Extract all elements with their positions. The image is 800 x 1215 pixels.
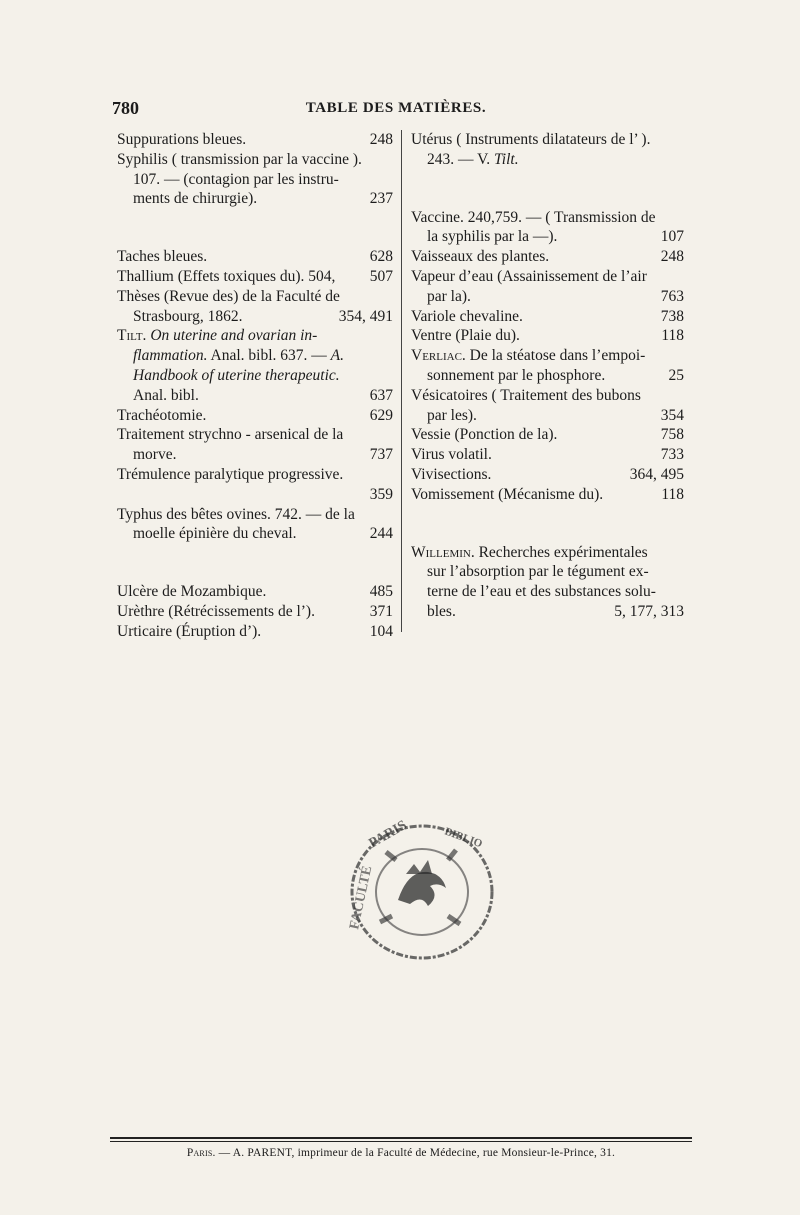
entry-pages: 248	[369, 131, 393, 148]
entry-text: Syphilis ( transmission par la vaccine ).	[117, 150, 362, 168]
entry-pages: 507	[369, 267, 393, 285]
index-entry	[411, 543, 684, 622]
entry-text: Variole chevaline.	[411, 307, 523, 325]
index-entry	[117, 267, 393, 287]
entry-pages: 738	[660, 307, 684, 325]
index-entry	[117, 326, 393, 405]
library-stamp	[336, 812, 506, 970]
entry-pages: 244	[369, 525, 393, 543]
svg-text:BIBLIO: BIBLIO	[442, 825, 484, 851]
entry-pages: 107	[660, 228, 684, 246]
entry-pages: 628	[369, 248, 393, 266]
entry-pages: 354, 491	[338, 307, 393, 325]
entry-title: On uterine and ovarian in-	[150, 327, 318, 345]
svg-text:PARIS: PARIS	[366, 817, 410, 852]
index-entry	[411, 465, 684, 485]
page-header	[112, 98, 680, 124]
index-entry	[411, 307, 684, 327]
entry-pages: 104	[369, 622, 393, 640]
index-entry	[117, 287, 393, 327]
index-entry	[411, 130, 684, 170]
entry-pages: 737	[369, 446, 393, 464]
index-spacer	[117, 544, 393, 582]
entry-text: Ulcère de Mozambique.	[117, 583, 267, 601]
entry-text: Vivisections.	[411, 465, 492, 483]
entry-text: morve.	[133, 446, 177, 464]
entry-text: Anal. bibl.	[133, 386, 199, 404]
entry-text: sur l’absorption par le tégument ex-	[427, 563, 649, 581]
entry-pages: 118	[661, 485, 684, 503]
entry-pages: 629	[369, 406, 393, 424]
index-spacer	[411, 505, 684, 543]
entry-text: moelle épinière du cheval.	[133, 525, 297, 543]
entry-text: Vaccine. 240,759. — ( Transmission de	[411, 208, 656, 226]
entry-pages: 364, 495	[629, 465, 684, 483]
entry-text: par la).	[427, 287, 471, 305]
footer-rule-thick	[110, 1137, 692, 1139]
imprint-text: — A. PARENT, imprimeur de la Faculté de Médecine, rue Monsieur-le-Prince, 31.	[215, 1147, 616, 1159]
entry-text: 243. — V.	[427, 150, 495, 168]
index-entry	[117, 505, 393, 545]
entry-text: Urticaire (Éruption d’).	[117, 622, 262, 640]
index-entry	[117, 465, 393, 505]
column-divider	[401, 130, 402, 632]
index-entry	[117, 150, 393, 209]
entry-author: Willemin.	[411, 543, 475, 561]
entry-pages: 237	[369, 190, 393, 208]
entry-pages: 354	[660, 406, 684, 424]
index-entry	[411, 267, 684, 307]
entry-text: Trachéotomie.	[117, 406, 207, 424]
entry-text: De la stéatose dans l’empoi-	[465, 347, 646, 365]
index-entry	[411, 208, 684, 248]
index-entry	[411, 485, 684, 505]
index-column-right	[411, 130, 684, 622]
entry-text: ments de chirurgie).	[133, 190, 258, 208]
entry-pages: 359	[369, 485, 393, 503]
entry-text: par les).	[427, 406, 477, 424]
entry-text: sonnement par le phosphore.	[427, 366, 606, 384]
index-entry	[411, 326, 684, 346]
entry-crossref: Tilt.	[494, 150, 519, 168]
entry-pages: 25	[668, 366, 684, 384]
svg-text:FACULTÉ: FACULTÉ	[347, 864, 376, 931]
entry-text: Strasbourg, 1862.	[133, 307, 243, 325]
index-entry	[411, 346, 684, 386]
entry-pages: 371	[369, 602, 393, 620]
entry-pages: 5, 177, 313	[614, 602, 684, 620]
index-entry	[411, 445, 684, 465]
imprint-city: Paris.	[186, 1147, 216, 1159]
entry-pages: 637	[369, 386, 393, 404]
entry-text: Taches bleues.	[117, 248, 208, 266]
page-number: 780	[112, 98, 139, 118]
entry-text: 107. — (contagion par les instru-	[133, 170, 339, 188]
index-entry	[411, 247, 684, 267]
index-entry	[117, 602, 393, 622]
entry-text: Recherches expérimentales	[474, 543, 648, 561]
entry-author: Verliac.	[411, 347, 466, 365]
entry-text: Suppurations bleues.	[117, 131, 247, 148]
entry-text: Vomissement (Mécanisme du).	[411, 485, 604, 503]
index-spacer	[117, 209, 393, 247]
index-column-left	[117, 130, 393, 642]
entry-text: la syphilis par la —).	[427, 228, 558, 246]
entry-pages: 118	[661, 327, 684, 345]
entry-text: Ventre (Plaie du).	[411, 327, 520, 345]
entry-text: Anal. bibl. 637. —	[207, 347, 331, 365]
entry-text: Virus volatil.	[411, 446, 492, 464]
entry-text: Vapeur d’eau (Assainissement de l’air	[411, 267, 647, 285]
printer-imprint	[110, 1147, 692, 1159]
entry-text: Vésicatoires ( Traitement des bubons	[411, 386, 641, 404]
entry-text: terne de l’eau et des substances solu-	[427, 583, 656, 601]
entry-title: Handbook of uterine therapeutic.	[133, 366, 340, 384]
entry-pages: 733	[660, 446, 684, 464]
entry-pages: 758	[660, 426, 684, 444]
entry-title: flammation.	[133, 347, 208, 365]
index-entry	[411, 425, 684, 445]
entry-text: Typhus des bêtes ovines. 742. — de la	[117, 505, 355, 523]
entry-text: Thèses (Revue des) de la Faculté de	[117, 287, 340, 305]
entry-author: Tilt.	[117, 327, 147, 345]
entry-text: Traitement strychno - arsenical de la	[117, 426, 344, 444]
entry-text: Thallium (Effets toxiques du). 504,	[117, 267, 336, 285]
footer-rule-thin	[110, 1141, 692, 1142]
index-entry	[117, 425, 393, 465]
entry-text: Urèthre (Rétrécissements de l’).	[117, 602, 315, 620]
entry-text: Vaisseaux des plantes.	[411, 248, 550, 266]
index-spacer	[411, 170, 684, 208]
index-entry	[117, 622, 393, 642]
entry-text: Trémulence paralytique progressive.	[117, 465, 344, 483]
entry-title: A.	[330, 347, 344, 365]
index-entry	[117, 130, 393, 150]
entry-text: Utérus ( Instruments dilatateurs de l’ ).	[411, 131, 651, 148]
entry-pages: 485	[369, 583, 393, 601]
entry-text: bles.	[427, 602, 456, 620]
index-entry	[117, 582, 393, 602]
entry-text: Vessie (Ponction de la).	[411, 426, 558, 444]
index-entry	[117, 247, 393, 267]
index-entry	[117, 406, 393, 426]
running-title: TABLE DES MATIÈRES.	[305, 100, 487, 116]
entry-pages: 763	[660, 287, 684, 305]
entry-pages: 248	[660, 248, 684, 266]
index-entry	[411, 386, 684, 426]
